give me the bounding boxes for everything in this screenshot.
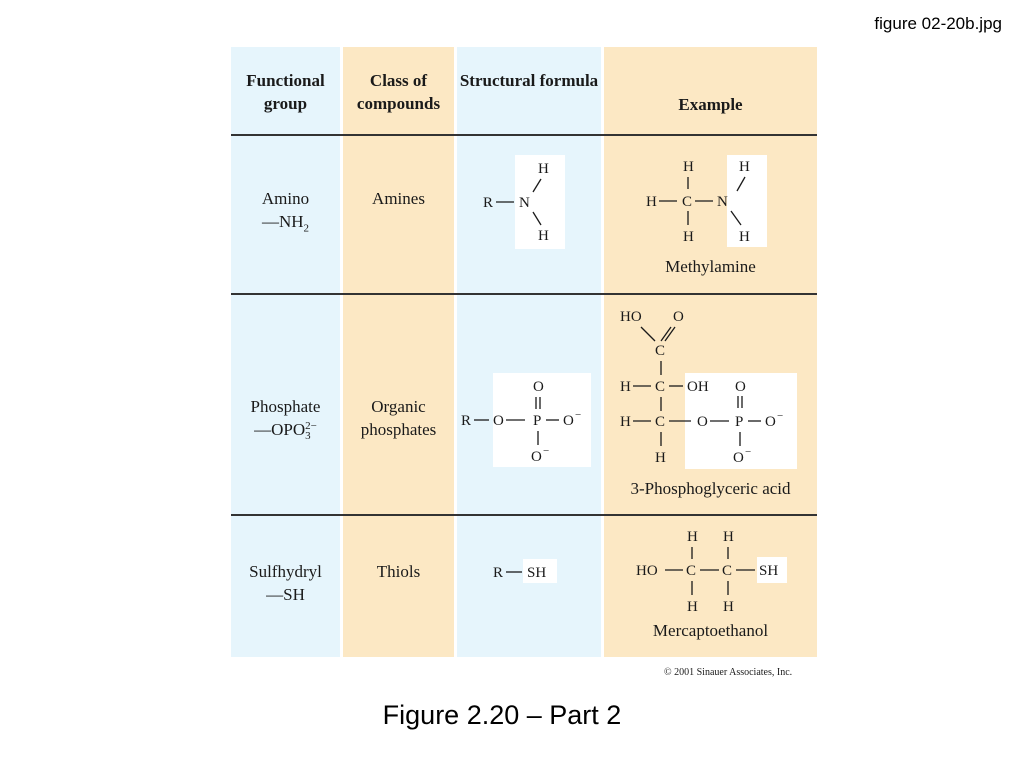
svg-text:R: R (493, 565, 504, 581)
svg-text:O: O (697, 414, 708, 430)
svg-text:H: H (723, 529, 734, 545)
header-example: Example (678, 95, 743, 114)
divider (231, 514, 817, 516)
svg-text:O: O (531, 449, 542, 465)
svg-text:−: − (543, 445, 550, 457)
svg-text:H: H (655, 450, 666, 466)
svg-text:H: H (687, 529, 698, 545)
example-name-methylamine: Methylamine (665, 257, 756, 276)
class-line: Organic (371, 397, 426, 416)
svg-text:H: H (739, 229, 750, 245)
svg-text:R: R (483, 195, 494, 211)
functional-groups-table (231, 47, 817, 657)
svg-text:C: C (722, 563, 733, 579)
svg-text:−: − (745, 446, 752, 458)
class-line: phosphates (360, 420, 437, 439)
group-name: Amino (261, 189, 310, 208)
header-class-of-compounds: Class of compounds (356, 71, 441, 113)
svg-text:P: P (735, 414, 744, 430)
svg-text:SH: SH (527, 565, 547, 581)
structural-formula-amino (481, 155, 591, 256)
group-name: Phosphate (250, 397, 321, 416)
divider (231, 134, 817, 136)
group-formula: —OPO2− 3 (254, 420, 317, 443)
header-functional-group: Functional group (246, 71, 325, 113)
functional-group-sulfhydryl (231, 560, 340, 606)
header-structural-formula: Structural formula (459, 71, 599, 90)
group-formula: —SH (266, 585, 305, 604)
example-name-mercaptoethanol: Mercaptoethanol (652, 621, 769, 640)
svg-text:C: C (655, 343, 666, 359)
svg-text:O: O (673, 309, 684, 325)
svg-text:O: O (533, 379, 544, 395)
svg-text:−: − (575, 409, 582, 421)
class-organic-phosphates (343, 395, 454, 441)
svg-text:H: H (620, 379, 631, 395)
functional-group-phosphate (231, 395, 340, 441)
structural-formula-sulfhydryl (489, 557, 589, 592)
svg-text:OH: OH (687, 379, 709, 395)
svg-text:P: P (533, 413, 542, 429)
svg-text:H: H (683, 159, 694, 175)
svg-text:O: O (493, 413, 504, 429)
svg-text:H: H (723, 599, 734, 615)
svg-text:H: H (620, 414, 631, 430)
divider (231, 293, 817, 295)
svg-text:O: O (765, 414, 776, 430)
svg-text:SH: SH (759, 563, 779, 579)
figure-title: Figure 2.20 – Part 2 (382, 700, 622, 730)
svg-text:O: O (733, 450, 744, 466)
svg-text:HO: HO (620, 309, 642, 325)
svg-text:H: H (687, 599, 698, 615)
svg-text:C: C (655, 379, 666, 395)
svg-text:C: C (682, 194, 693, 210)
svg-text:−: − (777, 410, 784, 422)
svg-text:O: O (735, 379, 746, 395)
structure-mercaptoethanol (633, 523, 813, 624)
group-formula: $—NH_2$ (261, 212, 310, 235)
file-caption: figure 02-20b.jpg (874, 14, 1002, 33)
svg-text:R: R (461, 413, 472, 429)
structural-formula-phosphate (459, 373, 601, 474)
group-name: Sulfhydryl (249, 562, 322, 581)
svg-text:HO: HO (636, 563, 658, 579)
structure-3-phosphoglyceric-acid (615, 303, 815, 478)
functional-group-amino (231, 187, 340, 240)
svg-text:C: C (655, 414, 666, 430)
copyright-notice: © 2001 Sinauer Associates, Inc. (664, 667, 793, 678)
svg-text:C: C (686, 563, 697, 579)
svg-text:H: H (683, 229, 694, 245)
class-thiols: Thiols (376, 562, 421, 581)
class-amines: Amines (372, 189, 425, 208)
svg-text:H: H (538, 228, 549, 244)
example-name-3-phosphoglyceric-acid: 3-Phosphoglyceric acid (630, 479, 791, 498)
svg-text:N: N (717, 194, 728, 210)
structure-methylamine (641, 153, 801, 258)
svg-text:H: H (739, 159, 750, 175)
svg-text:H: H (646, 194, 657, 210)
svg-text:O: O (563, 413, 574, 429)
svg-text:H: H (538, 161, 549, 177)
svg-text:N: N (519, 195, 530, 211)
